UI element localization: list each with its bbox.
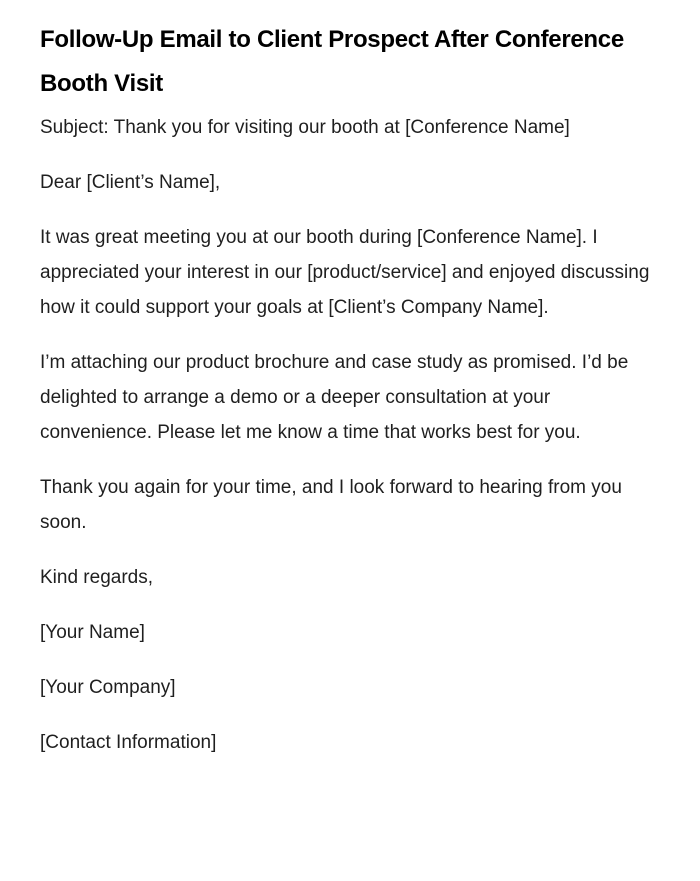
email-greeting: Dear [Client’s Name], <box>40 172 221 193</box>
email-closing: Kind regards, <box>40 567 154 588</box>
email-paragraph-1: It was great meeting you at our booth during [Conference Name]. I appreciated your interest in our [product/service] and enjoyed discussing how it could support your goals at [Client’s Company Name]. <box>40 227 650 318</box>
signature-name: [Your Name] <box>40 622 145 643</box>
email-paragraph-3: Thank you again for your time, and I look forward to hearing from you soon. <box>40 477 622 533</box>
signature-company: [Your Company] <box>40 677 176 698</box>
signature-contact: [Contact Information] <box>40 732 217 753</box>
document-title: Follow-Up Email to Client Prospect After Conference Booth Visit <box>40 26 624 97</box>
email-subject: Subject: Thank you for visiting our booth at [Conference Name] <box>40 117 570 138</box>
email-paragraph-2: I’m attaching our product brochure and case study as promised. I’d be delighted to arrange a demo or a deeper consultation at your convenience. Please let me know a time that works best for you. <box>40 352 629 443</box>
